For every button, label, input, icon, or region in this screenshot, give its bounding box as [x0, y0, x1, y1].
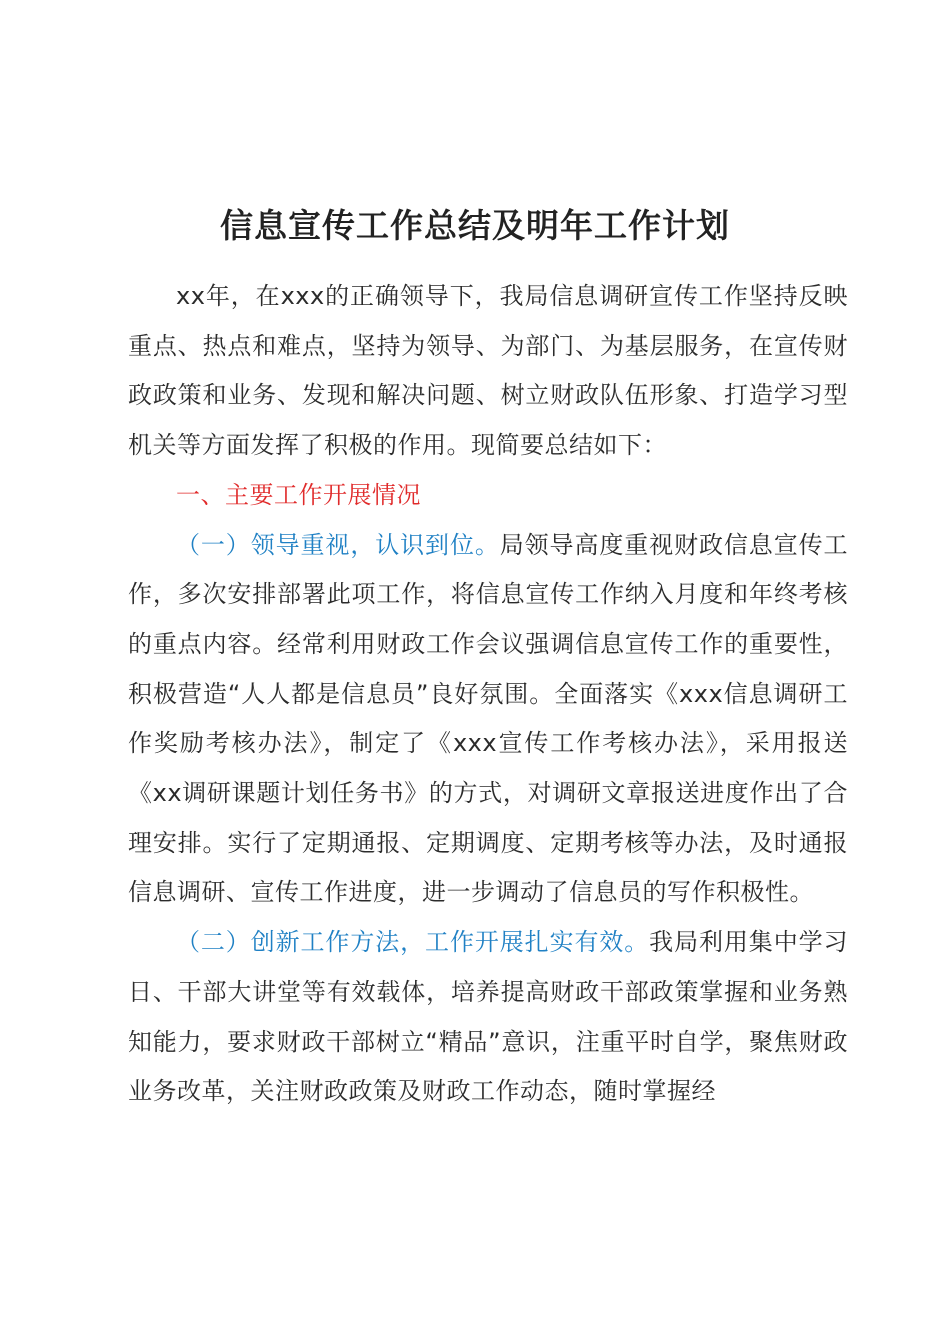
section-heading-main-work: 一、主要工作开展情况	[176, 480, 421, 509]
subsection-1-paragraph	[128, 521, 848, 919]
document-title: 信息宣传工作总结及明年工作计划	[220, 206, 730, 245]
subsection-1-heading: （一）领导重视，认识到位。	[176, 530, 500, 559]
document-body	[128, 272, 848, 1117]
subsection-1-text: 局领导高度重视财政信息宣传工作，多次安排部署此项工作，将信息宣传工作纳入月度和年终考核的重点内容。经常利用财政工作会议强调信息宣传工作的重要性，积极营造“人人都是信息员”良好氛围。全面落实《xxx信息调研工作奖励考核办法》，制定了《xxx宣传工作考核办法》，采用报送《xx调研课题计划任务书》的方式，对调研文章报送进度作出了合理安排。实行了定期通报、定期调度、定期考核等办法，及时通报信息调研、宣传工作进度，进一步调动了信息员的写作积极性。	[128, 530, 848, 907]
subsection-2-text: 我局利用集中学习日、干部大讲堂等有效载体，培养提高财政干部政策掌握和业务熟知能力，要求财政干部树立“精品”意识，注重平时自学，聚焦财政业务改革，关注财政政策及财政工作动态，随时掌握经	[128, 928, 848, 1106]
intro-paragraph: xx年，在xxx的正确领导下，我局信息调研宣传工作坚持反映重点、热点和难点，坚持为领导、为部门、为基层服务，在宣传财政政策和业务、发现和解决问题、树立财政队伍形象、打造学习型机关等方面发挥了积极的作用。现简要总结如下：	[128, 282, 848, 460]
subsection-2-paragraph	[128, 918, 848, 1117]
subsection-2-heading: （二）创新工作方法，工作开展扎实有效。	[176, 928, 650, 957]
